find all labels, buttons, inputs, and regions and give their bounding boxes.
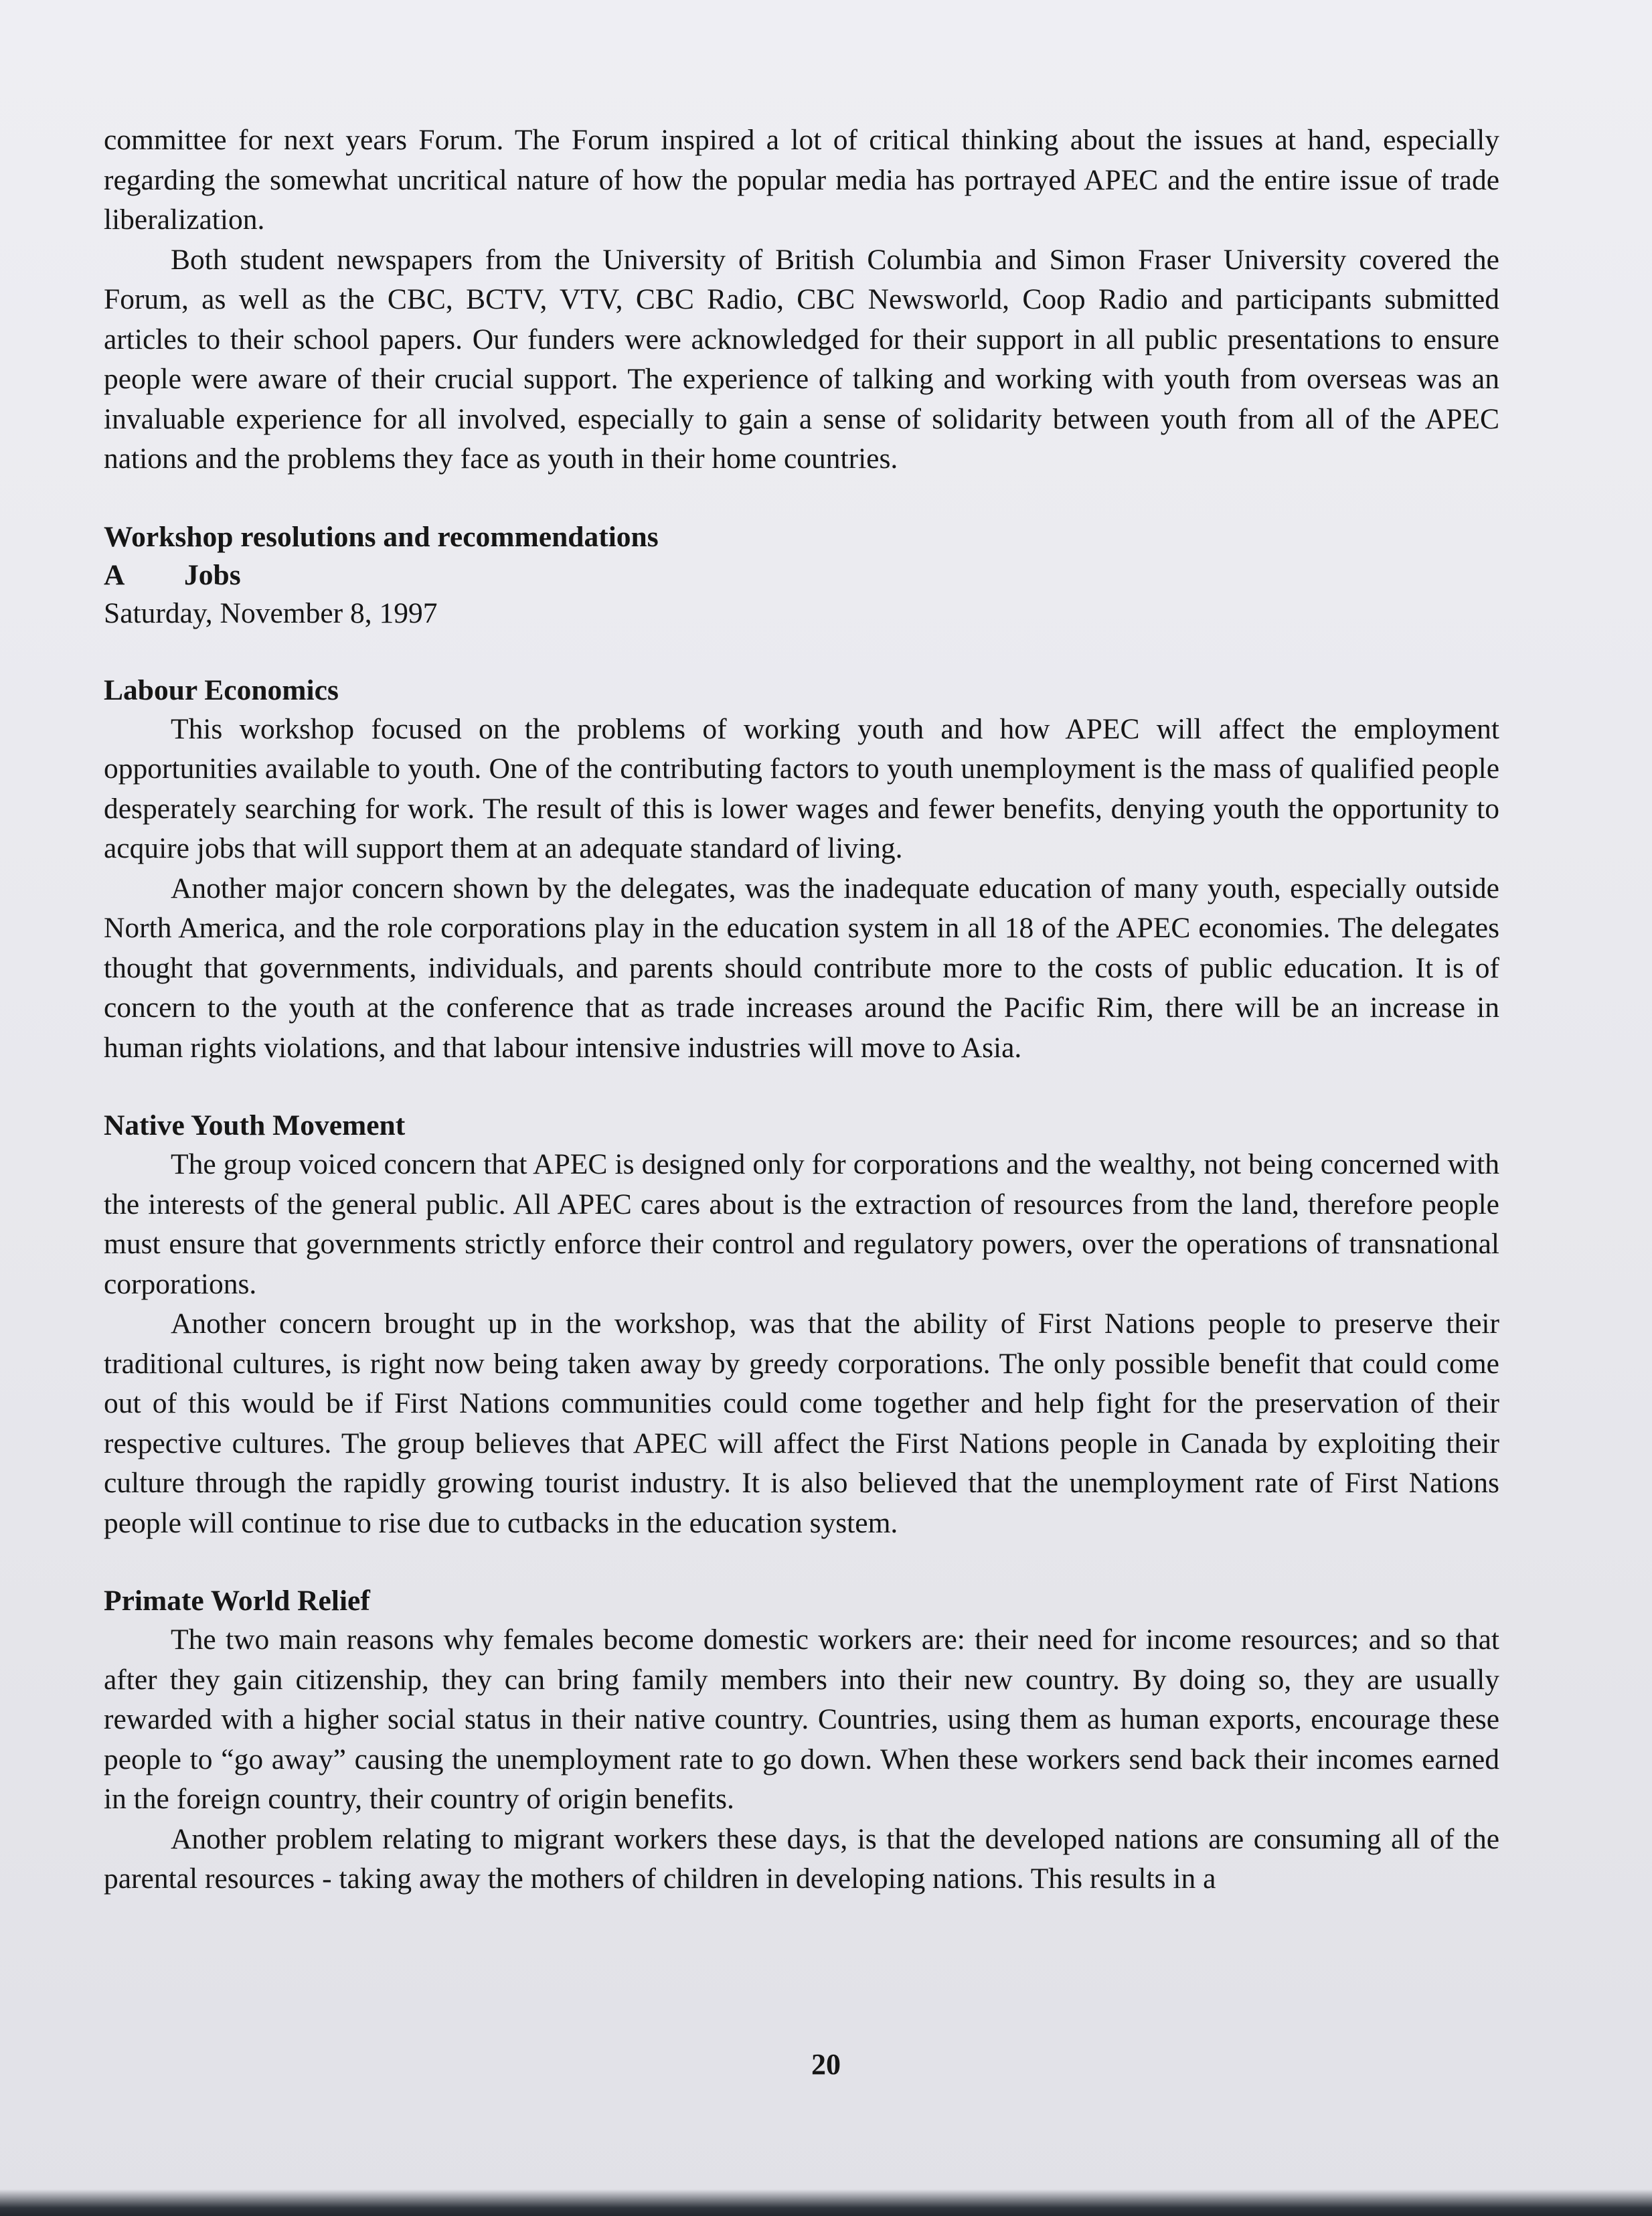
workshop-heading: Workshop resolutions and recommendations — [104, 520, 659, 553]
intro-paragraph: Both student newspapers from the University of British Columbia and Simon Fraser University covered the Forum, as well as the CBC, BCTV, VTV, CBC Radio, CBC Newsworld, Coop Radio and participants submitted articles to their school papers. Our funders were acknowledged for their support in all public presentations to ensure people were aware of their crucial support. The experience of talking and working with youth from overseas was an invaluable experience for all involved, especially to gain a sense of solidarity between youth from all of the APEC nations and the problems they face as youth in their home countries. — [104, 243, 1499, 475]
section-paragraph: Another major concern shown by the delegates, was the inadequate education of many youth, especially outside North America, and the role corporations play in the education system in all 18 of the APEC economies. The delegates thought that governments, individuals, and parents should contribute more to the costs of public education. It is of concern to the youth at the conference that as trade increases around the Pacific Rim, there will be an increase in human rights violations, and that labour intensive industries will move to Asia. — [104, 872, 1499, 1064]
section-title: Native Youth Movement — [104, 1109, 406, 1141]
section-paragraph: Another concern brought up in the workshop, was that the ability of First Nations people to preserve their traditional cultures, is right now being taken away by greedy corporations. The only possible benefit that could come out of this would be if First Nations communities could come together and help fight for the preservation of their respective cultures. The group believes that APEC will affect the First Nations people in Canada by exploiting their culture through the rapidly growing tourist industry. It is also believed that the unemployment rate of First Nations people will continue to rise due to cutbacks in the education system. — [104, 1308, 1499, 1539]
page-number: 20 — [811, 2048, 841, 2081]
section-title: Primate World Relief — [104, 1585, 370, 1617]
section-paragraph: The two main reasons why females become domestic workers are: their need for income resources; and so that after they gain citizenship, they can bring family members into their new country. By doing so, they are usually rewarded with a higher social status in their native country. Countries, using them as human exports, encourage these people to “go away” causing the unemployment rate to go down. When these workers send back their incomes earned in the foreign country, their country of origin benefits. — [104, 1624, 1499, 1815]
intro-paragraph: committee for next years Forum. The Forum inspired a lot of critical thinking about the issues at hand, especially regarding the somewhat uncritical nature of how the popular media has portrayed APEC and the entire issue of trade liberalization. — [104, 124, 1499, 236]
page-bottom-edge — [0, 2189, 1652, 2216]
section-paragraph: This workshop focused on the problems of working youth and how APEC will affect the employment opportunities available to youth. One of the contributing factors to youth unemployment is the mass of qualified people desperately searching for work. The result of this is lower wages and fewer benefits, denying youth the opportunity to acquire jobs that will support them at an adequate standard of living. — [104, 712, 1499, 864]
section-title: Labour Economics — [104, 674, 339, 706]
workshop-date: Saturday, November 8, 1997 — [104, 597, 438, 629]
workshop-subheading — [104, 556, 1499, 595]
section-paragraph: Another problem relating to migrant workers these days, is that the developed nations are consuming all of the parental resources - taking away the mothers of children in developing nations. This results in a — [104, 1822, 1499, 1895]
subheading-letter: A — [104, 558, 125, 591]
section-paragraph: The group voiced concern that APEC is designed only for corporations and the wealthy, not being concerned with the interests of the general public. All APEC cares about is the extraction of resources from the land, therefore people must ensure that governments strictly enforce their control and regulatory powers, over the operations of transnational corporations. — [104, 1148, 1499, 1300]
page-content — [104, 121, 1499, 1899]
subheading-title: Jobs — [184, 558, 241, 591]
